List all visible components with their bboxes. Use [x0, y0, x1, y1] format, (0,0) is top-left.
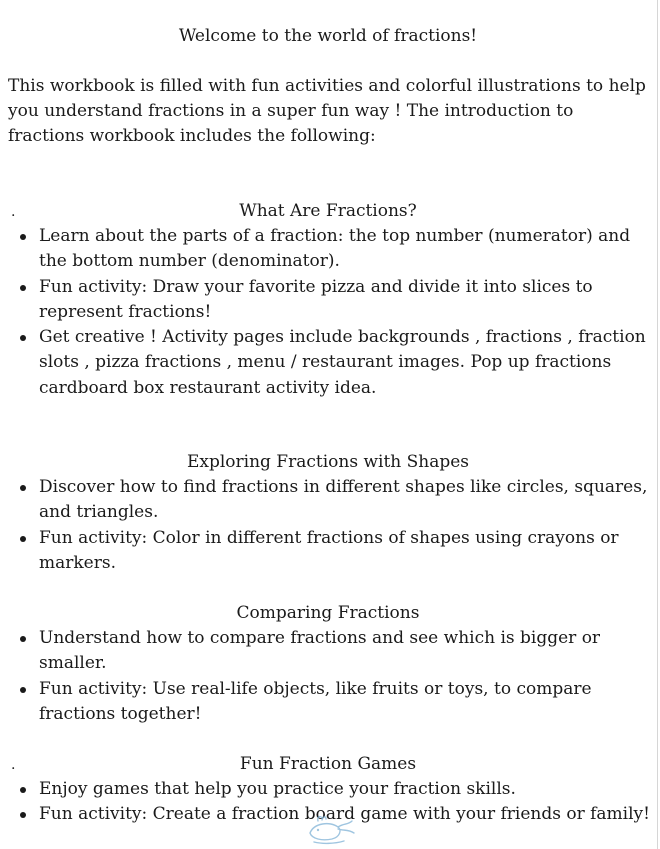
list-item-text: Fun activity: Draw your favorite pizza and divide it into slices to represent fractions! [39, 276, 593, 322]
section-comparing-fractions [0, 601, 656, 727]
list-item-text: Fun activity: Color in different fractions of shapes using crayons or markers. [39, 527, 619, 573]
page-title: Welcome to the world of fractions! [178, 26, 478, 46]
section-heading: Fun Fraction Games [239, 754, 417, 774]
bullet-icon [20, 812, 26, 818]
bullet-icon [20, 485, 26, 491]
bullet-icon [20, 636, 26, 642]
bullet-icon [20, 335, 26, 341]
list-item-text: Learn about the parts of a fraction: the top number (numerator) and the bottom number (denominator). [39, 226, 631, 272]
section-what-are-fractions [0, 199, 656, 401]
list-item [0, 626, 656, 677]
list-item-text: Fun activity: Create a fraction board game with your friends or family! [39, 804, 650, 825]
bullet-icon [20, 687, 26, 693]
section-list [0, 475, 656, 576]
section-heading: What Are Fractions? [239, 201, 417, 221]
list-item [0, 275, 656, 326]
list-item-text: Discover how to find fractions in different shapes like circles, squares, and triangles. [39, 477, 648, 523]
list-item [0, 224, 656, 275]
whale-watermark-icon [304, 813, 360, 845]
intro-paragraph: This workbook is filled with fun activities and colorful illustrations to help you understand fractions in a super fun way ! The introduction to fractions workbook includes the following: [8, 76, 646, 146]
list-item [0, 325, 656, 401]
section-list [0, 626, 656, 727]
list-item [0, 677, 656, 728]
section-heading: Comparing Fractions [236, 603, 420, 623]
list-item-text: Fun activity: Use real-life objects, like fruits or toys, to compare fractions together! [39, 678, 592, 724]
page-edge-divider [657, 0, 658, 849]
bullet-icon [20, 536, 26, 542]
section-heading: Exploring Fractions with Shapes [186, 452, 470, 472]
bullet-icon [20, 787, 26, 793]
bullet-icon [20, 234, 26, 240]
list-item-text: Understand how to compare fractions and see which is bigger or smaller. [39, 628, 601, 674]
list-item-text: Enjoy games that help you practice your fraction skills. [39, 779, 516, 799]
list-item-text: Get creative ! Activity pages include backgrounds , fractions , fraction slots , pizza fractions , menu / restaurant images. Pop up fractions cardboard box restaurant activity idea. [39, 327, 646, 398]
list-item [0, 526, 656, 577]
section-marker: . [11, 204, 16, 220]
list-item [0, 777, 656, 802]
section-marker: . [11, 757, 16, 773]
section-list [0, 224, 656, 401]
list-item [0, 475, 656, 526]
bullet-icon [20, 285, 26, 291]
section-exploring-shapes [0, 450, 656, 576]
